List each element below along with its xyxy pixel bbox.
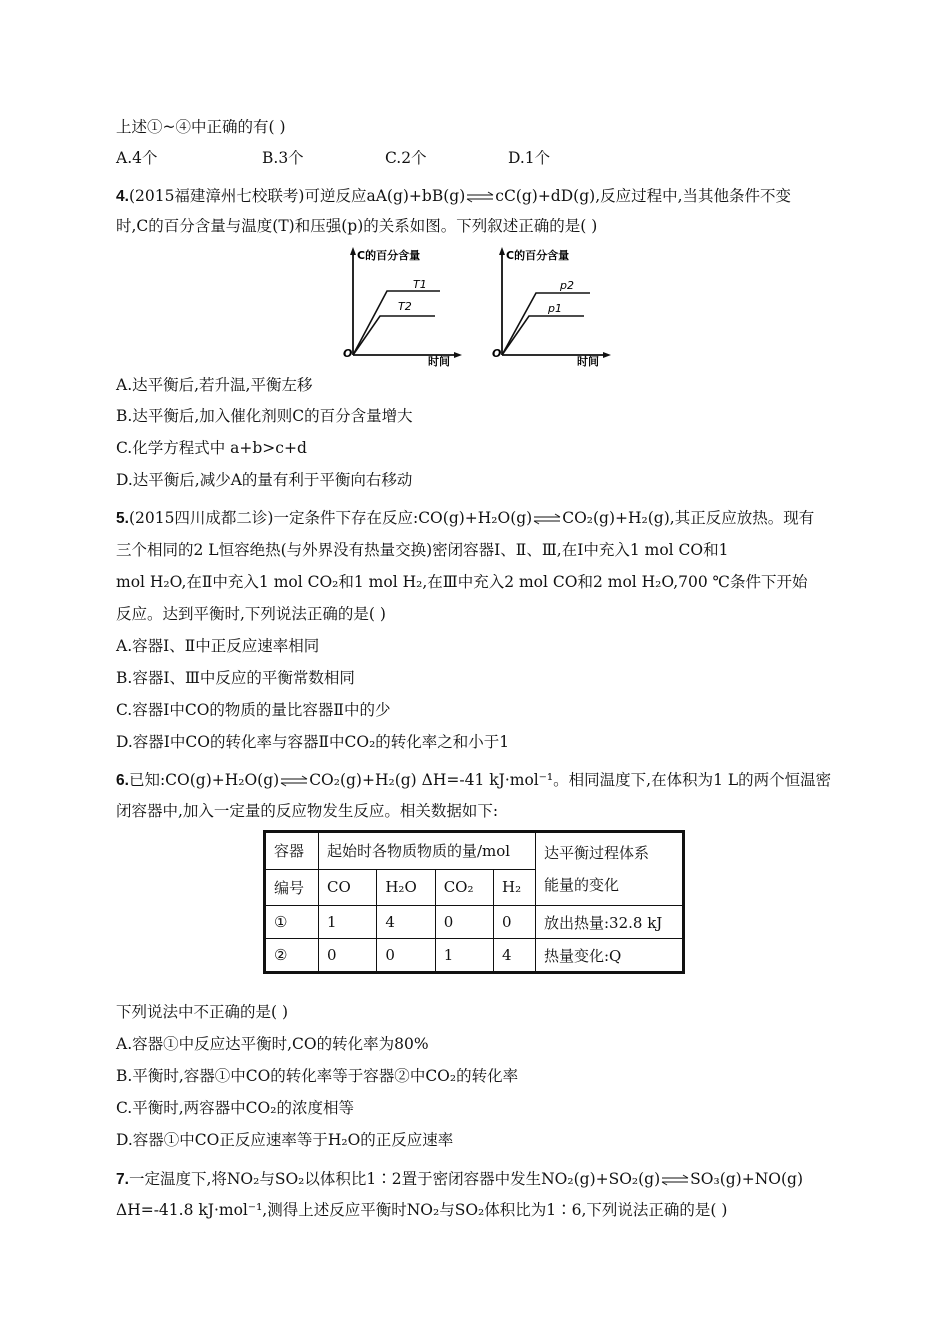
- q4-option-b: B.达平衡后,加入催化剂则C的百分含量增大: [116, 407, 413, 425]
- q3-option-a: A.4个: [116, 149, 158, 167]
- cell: 4: [377, 906, 435, 939]
- equilibrium-arrow-icon: [279, 775, 309, 787]
- row-id: ①: [265, 906, 319, 939]
- x-axis-label: 时间: [428, 355, 450, 368]
- curve-p2: [502, 293, 590, 355]
- q6-option-b: B.平衡时,容器①中CO的转化率等于容器②中CO₂的转化率: [116, 1067, 519, 1085]
- curve-p1: [502, 316, 584, 355]
- curve-t1: [353, 291, 440, 355]
- q6-option-a: A.容器①中反应达平衡时,CO的转化率为80%: [116, 1035, 429, 1053]
- q6-option-c: C.平衡时,两容器中CO₂的浓度相等: [116, 1099, 354, 1117]
- equilibrium-arrow-icon: [660, 1174, 690, 1186]
- equilibrium-arrow-icon: [465, 191, 495, 203]
- header-h2: H₂: [494, 869, 536, 905]
- cell: 4: [494, 939, 536, 973]
- cell: 1: [319, 906, 377, 939]
- cell: 1: [435, 939, 493, 973]
- q6-number: 6.: [116, 772, 129, 789]
- x-axis-arrow-icon: [603, 352, 611, 358]
- y-axis-label: C的百分含量: [357, 249, 421, 262]
- curve-label-t2: T2: [398, 300, 412, 313]
- q7-line2: ΔH=-41.8 kJ·mol⁻¹,测得上述反应平衡时NO₂与SO₂体积比为1∶6,下列说法正确的是( ): [116, 1201, 728, 1219]
- q7-line1: 7.一定温度下,将NO₂与SO₂以体积比1∶2置于密闭容器中发生NO₂(g)+SO₂(g) SO₃(g)+NO(g): [116, 1170, 803, 1188]
- x-axis-label: 时间: [577, 355, 599, 368]
- q3-option-c: C.2个: [385, 149, 427, 167]
- q5-option-b: B.容器Ⅰ、Ⅲ中反应的平衡常数相同: [116, 669, 355, 687]
- q4-graph-pressure: [484, 243, 614, 368]
- y-axis-arrow-icon: [350, 247, 356, 255]
- q3-stem: 上述①~④中正确的有( ): [116, 118, 286, 136]
- q5-number: 5.: [116, 510, 129, 527]
- header-co: CO: [319, 869, 377, 905]
- q4-option-c: C.化学方程式中 a+b>c+d: [116, 439, 307, 457]
- origin-label: O: [492, 347, 502, 360]
- q7-number: 7.: [116, 1171, 129, 1188]
- q3-option-d: D.1个: [508, 149, 551, 167]
- header-energy: 达平衡过程体系 能量的变化: [536, 832, 684, 906]
- cell-energy: 热量变化:Q: [536, 939, 684, 973]
- header-container: 容器: [265, 832, 319, 870]
- q5-line3: mol H₂O,在Ⅱ中充入1 mol CO₂和1 mol H₂,在Ⅲ中充入2 mol CO和2 mol H₂O,700 ℃条件下开始: [116, 573, 808, 591]
- cell: 0: [319, 939, 377, 973]
- cell-energy: 放出热量:32.8 kJ: [536, 906, 684, 939]
- header-initial: 起始时各物质物质的量/mol: [319, 832, 536, 870]
- table-row: [265, 906, 684, 939]
- y-axis-label: C的百分含量: [506, 249, 570, 262]
- q5-line4: 反应。达到平衡时,下列说法正确的是( ): [116, 605, 386, 623]
- q5-line2: 三个相同的2 L恒容绝热(与外界没有热量交换)密闭容器Ⅰ、Ⅱ、Ⅲ,在Ⅰ中充入1 mol CO和1: [116, 541, 729, 559]
- q5-line1: 5.(2015四川成都二诊)一定条件下存在反应:CO(g)+H₂O(g) CO₂(g)+H₂(g),其正反应放热。现有: [116, 509, 815, 527]
- curve-t2: [353, 316, 435, 355]
- header-h2o: H₂O: [377, 869, 435, 905]
- q6-line1: 6.已知:CO(g)+H₂O(g) CO₂(g)+H₂(g) ΔH=-41 kJ·mol⁻¹。相同温度下,在体积为1 L的两个恒温密: [116, 771, 832, 789]
- q3-option-b: B.3个: [262, 149, 304, 167]
- q4-option-a: A.达平衡后,若升温,平衡左移: [116, 376, 313, 394]
- q4-line1: 4.(2015福建漳州七校联考)可逆反应aA(g)+bB(g) cC(g)+dD(g),反应过程中,当其他条件不变: [116, 187, 792, 205]
- q6-question: 下列说法中不正确的是( ): [116, 1003, 289, 1021]
- q4-graph-temperature: [335, 243, 465, 368]
- cell: 0: [377, 939, 435, 973]
- q5-option-d: D.容器Ⅰ中CO的转化率与容器Ⅱ中CO₂的转化率之和小于1: [116, 733, 510, 751]
- q5-option-a: A.容器Ⅰ、Ⅱ中正反应速率相同: [116, 637, 320, 655]
- header-number: 编号: [265, 869, 319, 905]
- y-axis-arrow-icon: [499, 247, 505, 255]
- equilibrium-arrow-icon: [532, 513, 562, 525]
- q4-number: 4.: [116, 188, 129, 205]
- q5-option-c: C.容器Ⅰ中CO的物质的量比容器Ⅱ中的少: [116, 701, 391, 719]
- origin-label: O: [343, 347, 353, 360]
- cell: 0: [435, 906, 493, 939]
- row-id: ②: [265, 939, 319, 973]
- q4-line2: 时,C的百分含量与温度(T)和压强(p)的关系如图。下列叙述正确的是( ): [116, 217, 598, 235]
- curve-label-p2: p2: [560, 279, 574, 292]
- curve-label-t1: T1: [413, 278, 427, 291]
- curve-label-p1: p1: [548, 302, 562, 315]
- q6-option-d: D.容器①中CO正反应速率等于H₂O的正反应速率: [116, 1131, 454, 1149]
- cell: 0: [494, 906, 536, 939]
- q6-data-table: [263, 830, 685, 974]
- q4-option-d: D.达平衡后,减少A的量有利于平衡向右移动: [116, 471, 413, 489]
- header-co2: CO₂: [435, 869, 493, 905]
- x-axis-arrow-icon: [454, 352, 462, 358]
- table-row: [265, 939, 684, 973]
- q6-line2: 闭容器中,加入一定量的反应物发生反应。相关数据如下:: [116, 802, 499, 820]
- table-header-row: [265, 832, 684, 870]
